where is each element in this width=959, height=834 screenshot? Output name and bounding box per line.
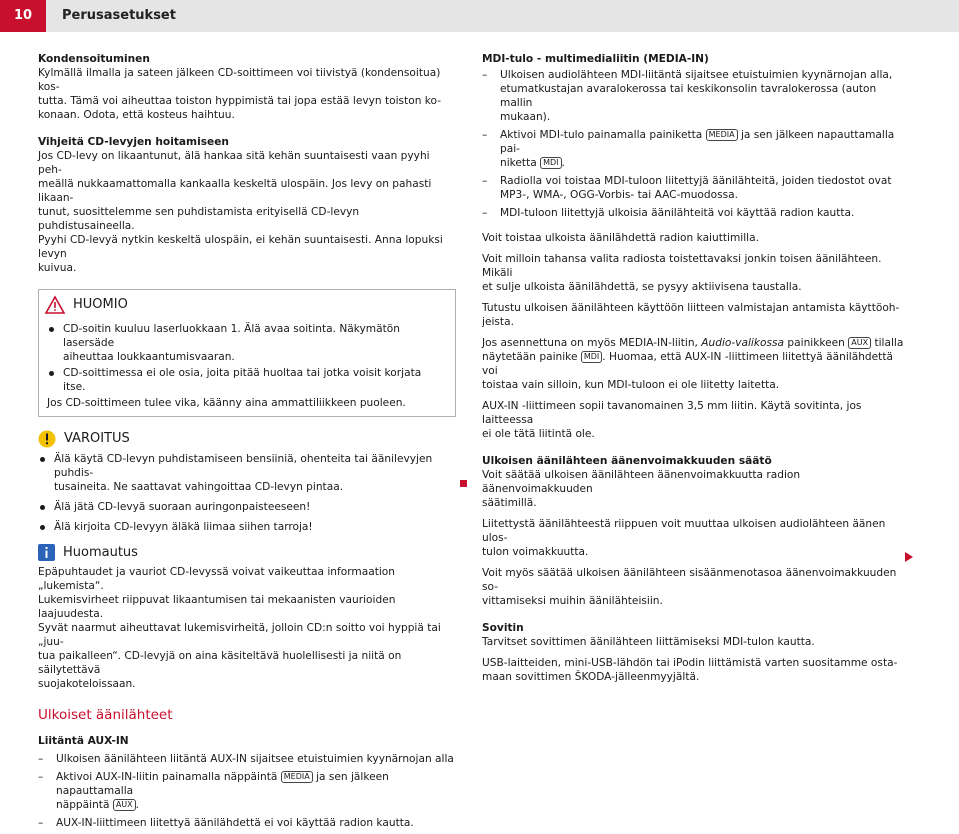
caution-item-text: Älä jätä CD-levyä suoraan auringonpaisteeseen! [54,501,311,513]
warning-item-text: CD-soitin kuuluu laserluokkaan 1. Älä avaa soitinta. Näkymätön lasersäde aiheuttaa loukkaantumisvaaran. [63,323,400,363]
caution-item [38,520,456,534]
external-sources-heading: Ulkoiset äänilähteet [38,707,173,723]
mdi-item-text: Radiolla voi toistaa MDI-tuloon liitettyjä äänilähteitä, joiden tiedostot ovat MP3-, WMA-, OGG-Vorbis- tai AAC-muodossa. [500,175,892,201]
exclamation-circle-icon [38,430,56,448]
mdi-key: MDI [581,351,602,363]
mdi-item-text: Aktivoi MDI-tulo painamalla painiketta MEDIA ja sen jälkeen napauttamalla pai- niketta MDI . [500,129,895,169]
media-key: MEDIA [706,129,738,141]
left-column [38,52,456,834]
warning-triangle-icon [45,296,65,314]
continue-arrow-icon [905,552,913,562]
adapter-heading: Sovitin [482,622,524,634]
volume-heading: Ulkoisen äänilähteen äänenvoimakkuuden säätö [482,455,772,467]
aux-key: AUX [113,799,136,811]
caution-item [38,500,456,514]
warning-title-text: HUOMIO [73,297,128,312]
mdi-list-item: – Ulkoisen audiolähteen MDI-liitäntä sijaitsee etuistuimien kyynärnojan alla, etumatkustajan avaralokerossa tai keskikonsolin tavralokerossa (auton mallin mukaan). [482,68,904,124]
cd-care-text: Jos CD-levy on likaantunut, älä hankaa sitä kehän suuntaisesti vaan pyyhi peh- meällä nukkaamattomalla kankaalla keskeltä ulospäin. Jos levy on pahasti likaan- tunut, suosittelemme sen puhdistamista erityisellä CD-levyn puhdistusaineella. Pyyhi CD-levyä nytkin keskeltä ulospäin, ei kehän suuntaisesti. Anna lopuksi levyn kuivua. [38,150,443,274]
paragraph: Voit myös säätää ulkoisen äänilähteen sisäänmenotasoa äänenvoimakkuuden so- vittamiseksi muihin äänilähteisiin. [482,567,897,607]
mdi-key: MDI [540,157,561,169]
page-number: 10 [0,0,46,32]
paragraph: Voit säätää ulkoisen äänilähteen äänenvoimakkuutta radion äänenvoimakkuuden säätimillä. [482,469,801,509]
paragraph-media-in: Jos asennettuna on myös MEDIA-IN-liitin, Audio-valikossa painikkeen AUX tilalla näytetään painike MDI . Huomaa, että AUX-IN -liittimeen liitettyä äänilähdettä voi toistaa vain silloin, kun MDI-tuloon ei ole liitetty laitetta. [482,337,904,391]
aux-list-item: – Aktivoi AUX-IN-liitin painamalla näppäintä MEDIA ja sen jälkeen napauttamalla näppäintä AUX . [38,770,456,812]
mdi-list-item: – MDI-tuloon liitettyjä ulkoisia äänilähteitä voi käyttää radion kautta. [482,206,904,220]
caution-item-text: Älä käytä CD-levyn puhdistamiseen bensiiniä, ohenteita tai äänilevyjen puhdis- tusaineita. Ne saattavat vahingoittaa CD-levyn pintaa. [54,453,433,493]
warning-item-text: CD-soittimessa ei ole osia, joita pitää huoltaa tai jotka voisit korjata itse. [63,367,422,393]
cd-care-heading: Vihjeitä CD-levyjen hoitamiseen [38,136,229,148]
aux-in-heading: Liitäntä AUX-IN [38,735,129,747]
media-key: MEDIA [281,771,313,783]
aux-list-item: – AUX-IN-liittimeen liitettyä äänilähdettä ei voi käyttää radion kautta. [38,816,456,830]
warning-item [47,322,447,364]
info-icon [38,544,55,561]
caution-title [38,430,456,448]
caution-item [38,452,456,494]
note-title-text: Huomautus [63,544,138,560]
page-header [0,0,959,32]
aux-key: AUX [848,337,871,349]
caution-item-text: Älä kirjoita CD-levyyn äläkä liimaa siihen tarroja! [54,521,313,533]
condensation-heading: Kondensoituminen [38,53,150,65]
warning-extra-text: Jos CD-soittimeen tulee vika, käänny aina ammattiliikkeen puoleen. [47,397,406,409]
warning-item [47,366,447,394]
mdi-heading: MDI-tulo - multimedialiitin (MEDIA-IN) [482,53,709,65]
paragraph: Tarvitset sovittimen äänilähteen liittämiseksi MDI-tulon kautta. [482,636,815,648]
note-title [38,544,456,561]
right-column [482,52,904,684]
mdi-item-text: MDI-tuloon liitettyjä ulkoisia äänilähteitä voi käyttää radion kautta. [500,207,855,219]
warning-box [38,289,456,417]
paragraph: USB-laitteiden, mini-USB-lähdön tai iPodin liittämistä varten suositamme osta- maan sovittimen ŠKODA-jälleenmyyjältä. [482,657,898,683]
condensation-text: Kylmällä ilmalla ja sateen jälkeen CD-soittimeen voi tiivistyä (kondensoitua) kos- tutta. Tämä voi aiheuttaa toiston hyppimistä tai jopa estää levyn toiston ko- konaan. Odota, että kosteus haihtuu. [38,67,442,121]
aux-item-text: Aktivoi AUX-IN-liitin painamalla näppäintä MEDIA ja sen jälkeen napauttamalla näppäintä AUX . [56,771,389,811]
mdi-item-text: Ulkoisen audiolähteen MDI-liitäntä sijaitsee etuistuimien kyynärnojan alla, etumatkustajan avaralokerossa tai keskikonsolin tavralokerossa (auton mallin mukaan). [500,69,893,123]
warning-title [45,296,447,314]
paragraph: Liitettystä äänilähteestä riippuen voit muuttaa ulkoisen audiolähteen äänen ulos- tulon voimakkuutta. [482,518,886,558]
aux-item-text: AUX-IN-liittimeen liitettyä äänilähdettä ei voi käyttää radion kautta. [56,817,414,829]
audio-menu-reference: Audio-valikossa [701,337,785,349]
section-end-marker [460,480,467,487]
note-text: Epäpuhtaudet ja vauriot CD-levyssä voivat vaikeuttaa informaation „lukemista“. Lukemisvirheet riippuvat likaantumisen tai mekaanisten vaurioiden laajuudesta. Syvät naarmut aiheuttavat lukemisvirheitä, jolloin CD:n soitto voi hyppiä tai „juu- tua paikalleen“. CD-levyjä on aina käsiteltävä huolellisesti ja niitä on säilytettävä suojakoteloissaan. [38,566,441,690]
caution-title-text: VAROITUS [64,431,130,446]
paragraph: Voit milloin tahansa valita radiosta toistettavaksi jonkin toisen äänilähteen. Mikäli et sulje ulkoista äänilähdettä, se pysyy aktiivisena taustalla. [482,253,882,293]
mdi-list-item: – Aktivoi MDI-tulo painamalla painiketta MEDIA ja sen jälkeen napauttamalla pai- niketta MDI . [482,128,904,170]
aux-list-item: – Ulkoisen äänilähteen liitäntä AUX-IN sijaitsee etuistuimien kyynärnojan alla [38,752,456,766]
paragraph: Voit toistaa ulkoista äänilähdettä radion kaiuttimilla. [482,232,759,244]
mdi-list-item: – Radiolla voi toistaa MDI-tuloon liitettyjä äänilähteitä, joiden tiedostot ovat MP3-, WMA-, OGG-Vorbis- tai AAC-muodossa. [482,174,904,202]
paragraph: Tutustu ulkoisen äänilähteen käyttöön liitteen valmistajan antamista käyttöoh- jeista. [482,302,900,328]
aux-item-text: Ulkoisen äänilähteen liitäntä AUX-IN sijaitsee etuistuimien kyynärnojan alla [56,753,454,765]
paragraph: AUX-IN -liittimeen sopii tavanomainen 3,5 mm liitin. Käytä sovitinta, jos laitteessa ei ole tätä liitintä ole. [482,400,862,440]
page-title: Perusasetukset [62,8,176,23]
